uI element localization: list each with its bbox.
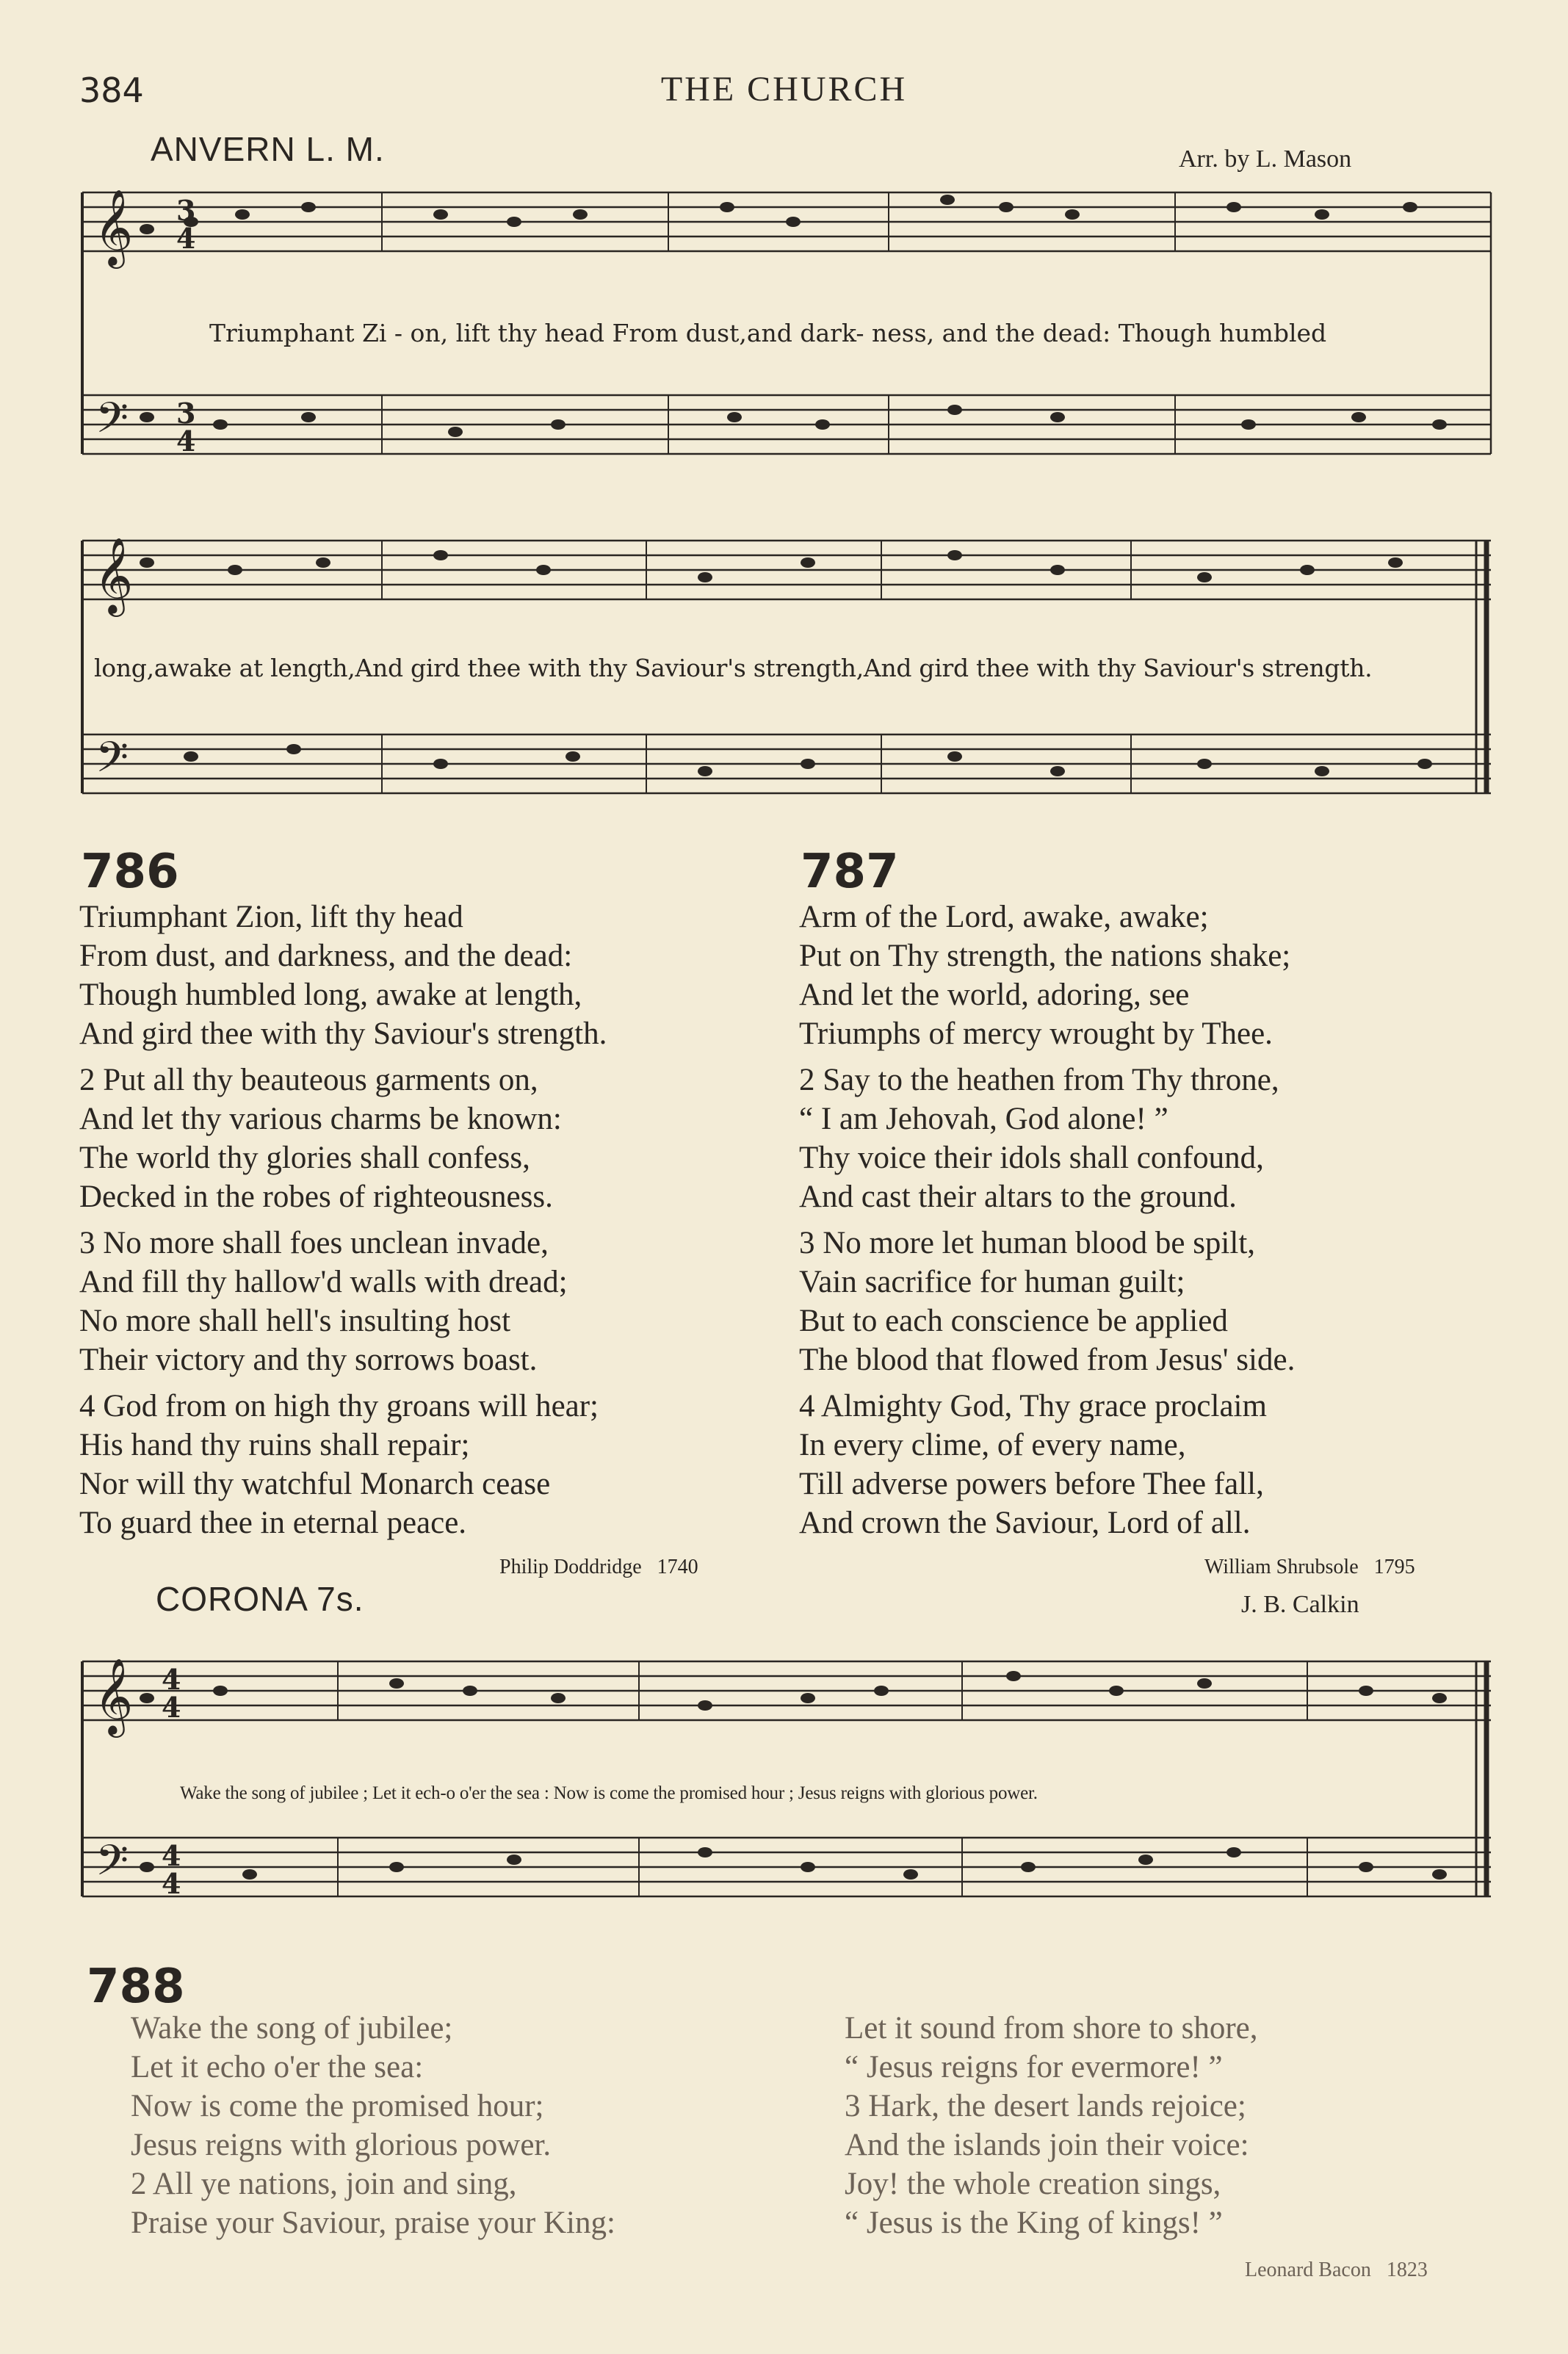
verse-line: His hand thy ruins shall repair; xyxy=(79,1428,470,1462)
verse-line: 3 No more let human blood be spilt, xyxy=(799,1226,1256,1260)
stanza-1 xyxy=(799,898,1295,1053)
tune-name-corona: CORONA 7s. xyxy=(156,1580,364,1618)
svg-text:𝄞: 𝄞 xyxy=(94,537,134,614)
svg-text:𝄞: 𝄞 xyxy=(94,1658,134,1735)
verse-line: Praise your Saviour, praise your King: xyxy=(131,2206,615,2240)
verse-line: Vain sacrifice for human guilt; xyxy=(799,1265,1185,1299)
author-year: 1795 xyxy=(1373,1556,1415,1578)
verse-line: Triumphs of mercy wrought by Thee. xyxy=(799,1017,1273,1051)
svg-text:4: 4 xyxy=(162,1867,181,1900)
page-number: 384 xyxy=(79,71,144,110)
verse-line: Their victory and thy sorrows boast. xyxy=(79,1343,538,1377)
verse-line: 3 No more shall foes unclean invade, xyxy=(79,1226,549,1260)
tune-name-anvern: ANVERN L. M. xyxy=(151,130,385,168)
hymn-788-author xyxy=(1245,2259,1428,2282)
verse-line: In every clime, of every name, xyxy=(799,1428,1186,1462)
verse-line: 4 God from on high thy groans will hear; xyxy=(79,1389,599,1423)
page-title: THE CHURCH xyxy=(660,70,908,109)
svg-text:𝄞: 𝄞 xyxy=(94,189,134,266)
verse-line: And let the world, adoring, see xyxy=(799,978,1190,1012)
stanza-3 xyxy=(799,1224,1295,1379)
hymn-786-author xyxy=(499,1556,698,1579)
author-year: 1823 xyxy=(1386,2259,1428,2281)
stanza-4 xyxy=(799,1387,1295,1542)
staff-system-3 xyxy=(82,1661,1491,1896)
verse-line: Decked in the robes of righteousness. xyxy=(79,1180,553,1214)
verse-line: The world thy glories shall confess, xyxy=(79,1141,530,1175)
verse-line: 3 Hark, the desert lands rejoice; xyxy=(845,2089,1246,2123)
verse-line: Let it echo o'er the sea: xyxy=(131,2050,424,2084)
verse-line: “ I am Jehovah, God alone! ” xyxy=(799,1102,1168,1136)
hymn-788-text-right xyxy=(845,2009,1258,2242)
verse-line: “ Jesus is the King of kings! ” xyxy=(845,2206,1223,2240)
svg-text:4: 4 xyxy=(176,425,196,458)
svg-text:4: 4 xyxy=(162,1663,181,1696)
tune1-lyric-line-1: Triumphant Zi - on, lift thy head From dust,and dark- ness, and the dead: Though humbled xyxy=(209,319,1327,347)
verse-line: 2 Say to the heathen from Thy throne, xyxy=(799,1063,1279,1097)
tune1-lyric-line-2: long,awake at length,And gird thee with thy Saviour's strength,And gird thee with thy Saviour's strength. xyxy=(94,654,1373,682)
verse-line: The blood that flowed from Jesus' side. xyxy=(799,1343,1296,1377)
hymn-number-788: 788 xyxy=(87,1960,185,2014)
verse-line: From dust, and darkness, and the dead: xyxy=(79,939,573,973)
author-name: Philip Doddridge xyxy=(499,1556,642,1578)
hymn-787-author xyxy=(1204,1556,1415,1579)
svg-text:𝄢: 𝄢 xyxy=(95,1835,129,1896)
verse-line: 2 Put all thy beauteous garments on, xyxy=(79,1063,538,1097)
svg-text:4: 4 xyxy=(162,1839,181,1872)
stanza-2 xyxy=(79,1061,607,1216)
verse-line: And gird thee with thy Saviour's strength. xyxy=(79,1017,607,1051)
verse-line: No more shall hell's insulting host xyxy=(79,1304,511,1338)
verse-line: Nor will thy watchful Monarch cease xyxy=(79,1467,551,1501)
verse-line: And cast their altars to the ground. xyxy=(799,1180,1237,1214)
stanza-4 xyxy=(79,1387,607,1542)
stanza-1 xyxy=(79,898,607,1053)
svg-text:4: 4 xyxy=(162,1691,181,1724)
verse-line: Put on Thy strength, the nations shake; xyxy=(799,939,1291,973)
verse-line: “ Jesus reigns for evermore! ” xyxy=(845,2050,1223,2084)
hymn-787-text xyxy=(799,898,1295,1550)
verse-line: Joy! the whole creation sings, xyxy=(845,2167,1221,2201)
stanza-2 xyxy=(799,1061,1295,1216)
hymn-number-787: 787 xyxy=(801,845,899,899)
svg-text:𝄢: 𝄢 xyxy=(95,732,129,793)
verse-line: And fill thy hallow'd walls with dread; xyxy=(79,1265,568,1299)
stanza-3 xyxy=(79,1224,607,1379)
svg-text:3: 3 xyxy=(176,397,196,430)
verse-line: 4 Almighty God, Thy grace proclaim xyxy=(799,1389,1267,1423)
verse-line: Arm of the Lord, awake, awake; xyxy=(799,900,1209,934)
author-name: Leonard Bacon xyxy=(1245,2259,1371,2281)
author-name: William Shrubsole xyxy=(1204,1556,1359,1578)
verse-line: Now is come the promised hour; xyxy=(131,2089,544,2123)
verse-line: And the islands join their voice: xyxy=(845,2128,1249,2162)
verse-line: Triumphant Zion, lift thy head xyxy=(79,900,463,934)
author-year: 1740 xyxy=(657,1556,698,1578)
hymn-788-text-left xyxy=(131,2009,615,2242)
verse-line: Jesus reigns with glorious power. xyxy=(131,2128,552,2162)
verse-line: But to each conscience be applied xyxy=(799,1304,1228,1338)
verse-line: Till adverse powers before Thee fall, xyxy=(799,1467,1264,1501)
tune-arranger: Arr. by L. Mason xyxy=(1179,145,1352,173)
verse-line: Wake the song of jubilee; xyxy=(131,2011,453,2046)
verse-line: Let it sound from shore to shore, xyxy=(845,2011,1258,2046)
verse-line: And let thy various charms be known: xyxy=(79,1102,562,1136)
verse-line: Thy voice their idols shall confound, xyxy=(799,1141,1264,1175)
svg-text:4: 4 xyxy=(176,222,196,255)
verse-line: To guard thee in eternal peace. xyxy=(79,1506,467,1540)
tune2-lyric-line: Wake the song of jubilee ; Let it ech-o o'er the sea : Now is come the promised hour ; Jesus reigns with glorious power. xyxy=(180,1783,1038,1803)
svg-text:3: 3 xyxy=(176,194,196,227)
hymn-number-786: 786 xyxy=(81,845,179,899)
hymn-786-text xyxy=(79,898,607,1550)
verse-line: Though humbled long, awake at length, xyxy=(79,978,582,1012)
svg-text:𝄢: 𝄢 xyxy=(95,393,129,453)
verse-line: 2 All ye nations, join and sing, xyxy=(131,2167,517,2201)
tune-composer: J. B. Calkin xyxy=(1241,1591,1359,1618)
verse-line: And crown the Saviour, Lord of all. xyxy=(799,1506,1251,1540)
